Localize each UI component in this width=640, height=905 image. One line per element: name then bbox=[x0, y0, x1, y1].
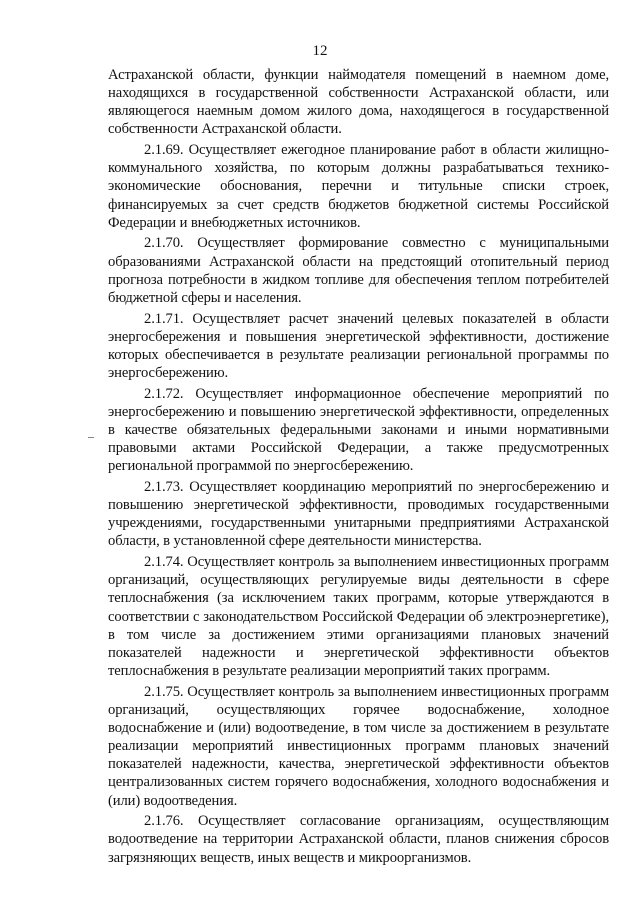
paragraph-2-1-75: 2.1.75. Осуществляет контроль за выполнением инвестиционных программ организаций, осуществляющих горячее водоснабжение, холодное водоснабжение и (или) водоотведение, в том числе за достижением в результате реализации мероприятий инвестиционных программ плановых значений показателей надежности, качества, энергетической эффективности объектов централизованных систем горячего водоснабжения, холодного водоснабжения и (или) водоотведения. bbox=[108, 683, 609, 809]
margin-mark bbox=[88, 437, 94, 438]
page-number: 12 bbox=[312, 43, 328, 59]
paragraph-2-1-73: 2.1.73. Осуществляет координацию мероприятий по энергосбережению и повышению энергетической эффективности, проводимых государственными учреждениями, государственными унитарными предприятиями Астраханской области, в установленной сфере деятельности министерства. bbox=[108, 478, 609, 550]
paragraph-2-1-70: 2.1.70. Осуществляет формирование совместно с муниципальными образованиями Астраханской области на предстоящий отопительный период прогноза потребности в жидком топливе для обеспечения теплом потребителей бюджетной сферы и населения. bbox=[108, 235, 609, 306]
paragraph-2-1-74: 2.1.74. Осуществляет контроль за выполнением инвестиционных программ организаций, осуществляющих регулируемые виды деятельности в сфере теплоснабжения (за исключением таких программ, которые утверждаются в соответствии с законодательством Российской Федерации об электроэнергетике), в том числе за достижением этими организациями плановых значений показателей надежности и энергетической эффективности объектов теплоснабжения в результате реализации мероприятий таких программ. bbox=[108, 554, 609, 679]
paragraph-2-1-71: 2.1.71. Осуществляет расчет значений целевых показателей в области энергосбережения и повышения энергетической эффективности, достижение которых обеспечивается в результате реализации региональной программы по энергосбережению. bbox=[108, 310, 609, 381]
document-body bbox=[108, 66, 609, 869]
paragraph-2-1-72: 2.1.72. Осуществляет информационное обеспечение мероприятий по энергосбережению и повышению энергетической эффективности, определенных в качестве обязательных федеральными законами и иными нормативными правовыми актами Российской Федерации, а также предусмотренных региональной программой по энергосбережению. bbox=[108, 385, 609, 475]
paragraph-2-1-76: 2.1.76. Осуществляет согласование организациям, осуществляющим водоотведение на территории Астраханской области, планов снижения сбросов загрязняющих веществ, иных веществ и микроорганизмов. bbox=[108, 813, 609, 866]
paragraph-2-1-69: 2.1.69. Осуществляет ежегодное планирование работ в области жилищно-коммунального хозяйства, по которым должны разрабатываться технико-экономические обоснования, перечни и титульные списки строек, финансируемых за счет средств бюджетов бюджетной системы Российской Федерации и внебюджетных источников. bbox=[108, 142, 609, 231]
paragraph-continuation: Астраханской области, функции наймодателя помещений в наемном доме, находящихся в государственной собственности Астраханской области, или являющегося наемным домом жилого дома, находящегося в государственной собственности Астраханской области. bbox=[108, 67, 609, 138]
